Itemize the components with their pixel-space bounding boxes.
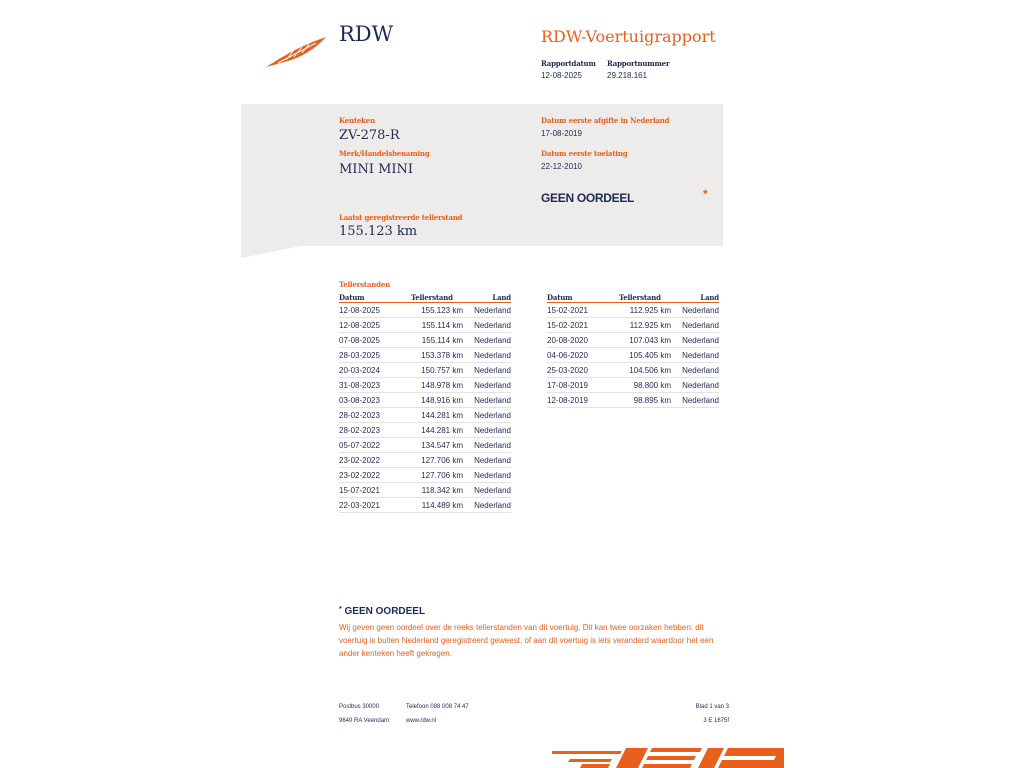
row-date: 25-03-2020 <box>547 363 619 378</box>
table-row <box>547 363 719 378</box>
row-date: 22-03-2021 <box>339 498 411 513</box>
row-country: Nederland <box>463 378 511 393</box>
row-reading: 112.925 km <box>619 318 671 333</box>
row-country: Nederland <box>463 348 511 363</box>
report-date-value: 12-08-2025 <box>541 71 582 80</box>
row-reading: 155.123 km <box>411 303 463 318</box>
row-country: Nederland <box>463 363 511 378</box>
row-reading: 114.489 km <box>411 498 463 513</box>
row-reading: 134.547 km <box>411 438 463 453</box>
footer-page-number: Blad 1 van 3 <box>695 704 729 710</box>
row-country: Nederland <box>463 393 511 408</box>
panel-tail <box>241 246 301 258</box>
table-row <box>339 498 511 513</box>
row-date: 12-08-2019 <box>547 393 619 408</box>
vehicle-summary-panel <box>241 104 723 246</box>
col-date-header: Datum <box>339 292 411 303</box>
table-row <box>339 378 511 393</box>
row-date: 28-02-2023 <box>339 423 411 438</box>
row-date: 23-02-2022 <box>339 453 411 468</box>
row-reading: 127.706 km <box>411 468 463 483</box>
table-row <box>339 438 511 453</box>
table-row <box>547 318 719 333</box>
row-country: Nederland <box>671 303 719 318</box>
table-row <box>339 393 511 408</box>
row-reading: 150.757 km <box>411 363 463 378</box>
table-row <box>547 378 719 393</box>
row-date: 20-08-2020 <box>547 333 619 348</box>
row-reading: 153.378 km <box>411 348 463 363</box>
row-country: Nederland <box>671 393 719 408</box>
row-reading: 105.405 km <box>619 348 671 363</box>
odometer-table-left <box>339 292 511 513</box>
row-reading: 144.281 km <box>411 423 463 438</box>
row-country: Nederland <box>463 453 511 468</box>
footnote-title-line <box>339 606 425 617</box>
row-date: 28-03-2025 <box>339 348 411 363</box>
table-row <box>339 453 511 468</box>
table-row <box>339 483 511 498</box>
row-country: Nederland <box>463 423 511 438</box>
footer-postcode: 9640 RA Veendam <box>339 718 390 724</box>
make-label: Merk/Handelsbenaming <box>339 149 430 158</box>
footer-document-code: 3 E 1675f <box>703 718 729 724</box>
odometer-right-rows <box>547 303 719 408</box>
row-country: Nederland <box>671 363 719 378</box>
decorative-stripes-icon <box>552 746 784 768</box>
table-row <box>547 348 719 363</box>
first-admission-label: Datum eerste toelating <box>541 149 628 158</box>
row-country: Nederland <box>671 333 719 348</box>
table-row <box>339 318 511 333</box>
row-date: 28-02-2023 <box>339 408 411 423</box>
row-date: 05-07-2022 <box>339 438 411 453</box>
row-country: Nederland <box>463 483 511 498</box>
row-reading: 144.281 km <box>411 408 463 423</box>
report-title: RDW-Voertuigrapport <box>541 27 716 46</box>
report-date-label: Rapportdatum <box>541 59 596 68</box>
row-country: Nederland <box>671 318 719 333</box>
row-reading: 107.043 km <box>619 333 671 348</box>
row-reading: 148.916 km <box>411 393 463 408</box>
table-row <box>339 468 511 483</box>
verdict-marker: * <box>703 187 708 201</box>
row-date: 12-08-2025 <box>339 318 411 333</box>
row-country: Nederland <box>463 408 511 423</box>
report-number-value: 29.218.161 <box>607 71 648 80</box>
report-number-label: Rapportnummer <box>607 59 670 68</box>
col-date-header: Datum <box>547 292 619 303</box>
row-reading: 104.506 km <box>619 363 671 378</box>
verdict-text: GEEN OORDEEL <box>541 191 635 205</box>
table-row <box>339 423 511 438</box>
row-reading: 155.114 km <box>411 318 463 333</box>
row-reading: 98.895 km <box>619 393 671 408</box>
make-value: MINI MINI <box>339 162 414 177</box>
footer-web-link[interactable]: www.rdw.nl <box>406 718 437 724</box>
row-date: 15-02-2021 <box>547 318 619 333</box>
col-reading-header: Tellerstand <box>619 292 671 303</box>
row-date: 04-06-2020 <box>547 348 619 363</box>
col-country-header: Land <box>463 292 511 303</box>
row-date: 17-08-2019 <box>547 378 619 393</box>
col-reading-header: Tellerstand <box>411 292 463 303</box>
first-nl-label: Datum eerste afgifte in Nederland <box>541 116 670 125</box>
row-country: Nederland <box>463 468 511 483</box>
row-reading: 127.706 km <box>411 453 463 468</box>
table-row <box>547 333 719 348</box>
row-date: 12-08-2025 <box>339 303 411 318</box>
row-reading: 118.342 km <box>411 483 463 498</box>
odometer-section-title: Tellerstanden <box>339 280 390 289</box>
odometer-table-right <box>547 292 719 408</box>
row-date: 31-08-2023 <box>339 378 411 393</box>
table-row <box>339 363 511 378</box>
row-country: Nederland <box>463 318 511 333</box>
footer-po-box: Postbus 30000 <box>339 704 380 710</box>
row-country: Nederland <box>671 348 719 363</box>
plate-value: ZV-278-R <box>339 128 400 143</box>
row-date: 20-03-2024 <box>339 363 411 378</box>
row-country: Nederland <box>671 378 719 393</box>
first-admission-value: 22-12-2010 <box>541 162 582 171</box>
row-date: 23-02-2022 <box>339 468 411 483</box>
row-country: Nederland <box>463 498 511 513</box>
row-reading: 112.925 km <box>619 303 671 318</box>
table-row <box>339 333 511 348</box>
row-country: Nederland <box>463 303 511 318</box>
footnote-text: Wij geven geen oordeel over de reeks tellerstanden van dit voertuig. Dit kan twee oorzaken hebben: dit voertuig is buiten Nederland geregistreerd geweest, of aan dit voertuig is iets veranderd waardoor het een ander kenteken heeft gekregen. <box>339 623 714 658</box>
row-date: 07-08-2025 <box>339 333 411 348</box>
brand-name: RDW <box>339 22 394 46</box>
table-row <box>339 408 511 423</box>
row-reading: 155.114 km <box>411 333 463 348</box>
last-odometer-label: Laatst geregistreerde tellerstand <box>339 213 463 222</box>
footer-phone: Telefoon 088 008 74 47 <box>406 704 469 710</box>
row-reading: 148.978 km <box>411 378 463 393</box>
table-row <box>339 303 511 318</box>
table-row <box>339 348 511 363</box>
row-date: 15-07-2021 <box>339 483 411 498</box>
last-odometer-value: 155.123 km <box>339 224 418 239</box>
rdw-feather-logo-icon <box>264 34 330 70</box>
plate-label: Kenteken <box>339 116 375 125</box>
odometer-left-rows <box>339 303 511 513</box>
row-date: 03-08-2023 <box>339 393 411 408</box>
row-country: Nederland <box>463 438 511 453</box>
first-nl-value: 17-08-2019 <box>541 129 582 138</box>
footnote-marker: * <box>339 606 342 613</box>
table-row <box>547 393 719 408</box>
row-date: 15-02-2021 <box>547 303 619 318</box>
row-reading: 98.800 km <box>619 378 671 393</box>
col-country-header: Land <box>671 292 719 303</box>
row-country: Nederland <box>463 333 511 348</box>
footnote-title: GEEN OORDEEL <box>344 606 426 617</box>
table-row <box>547 303 719 318</box>
